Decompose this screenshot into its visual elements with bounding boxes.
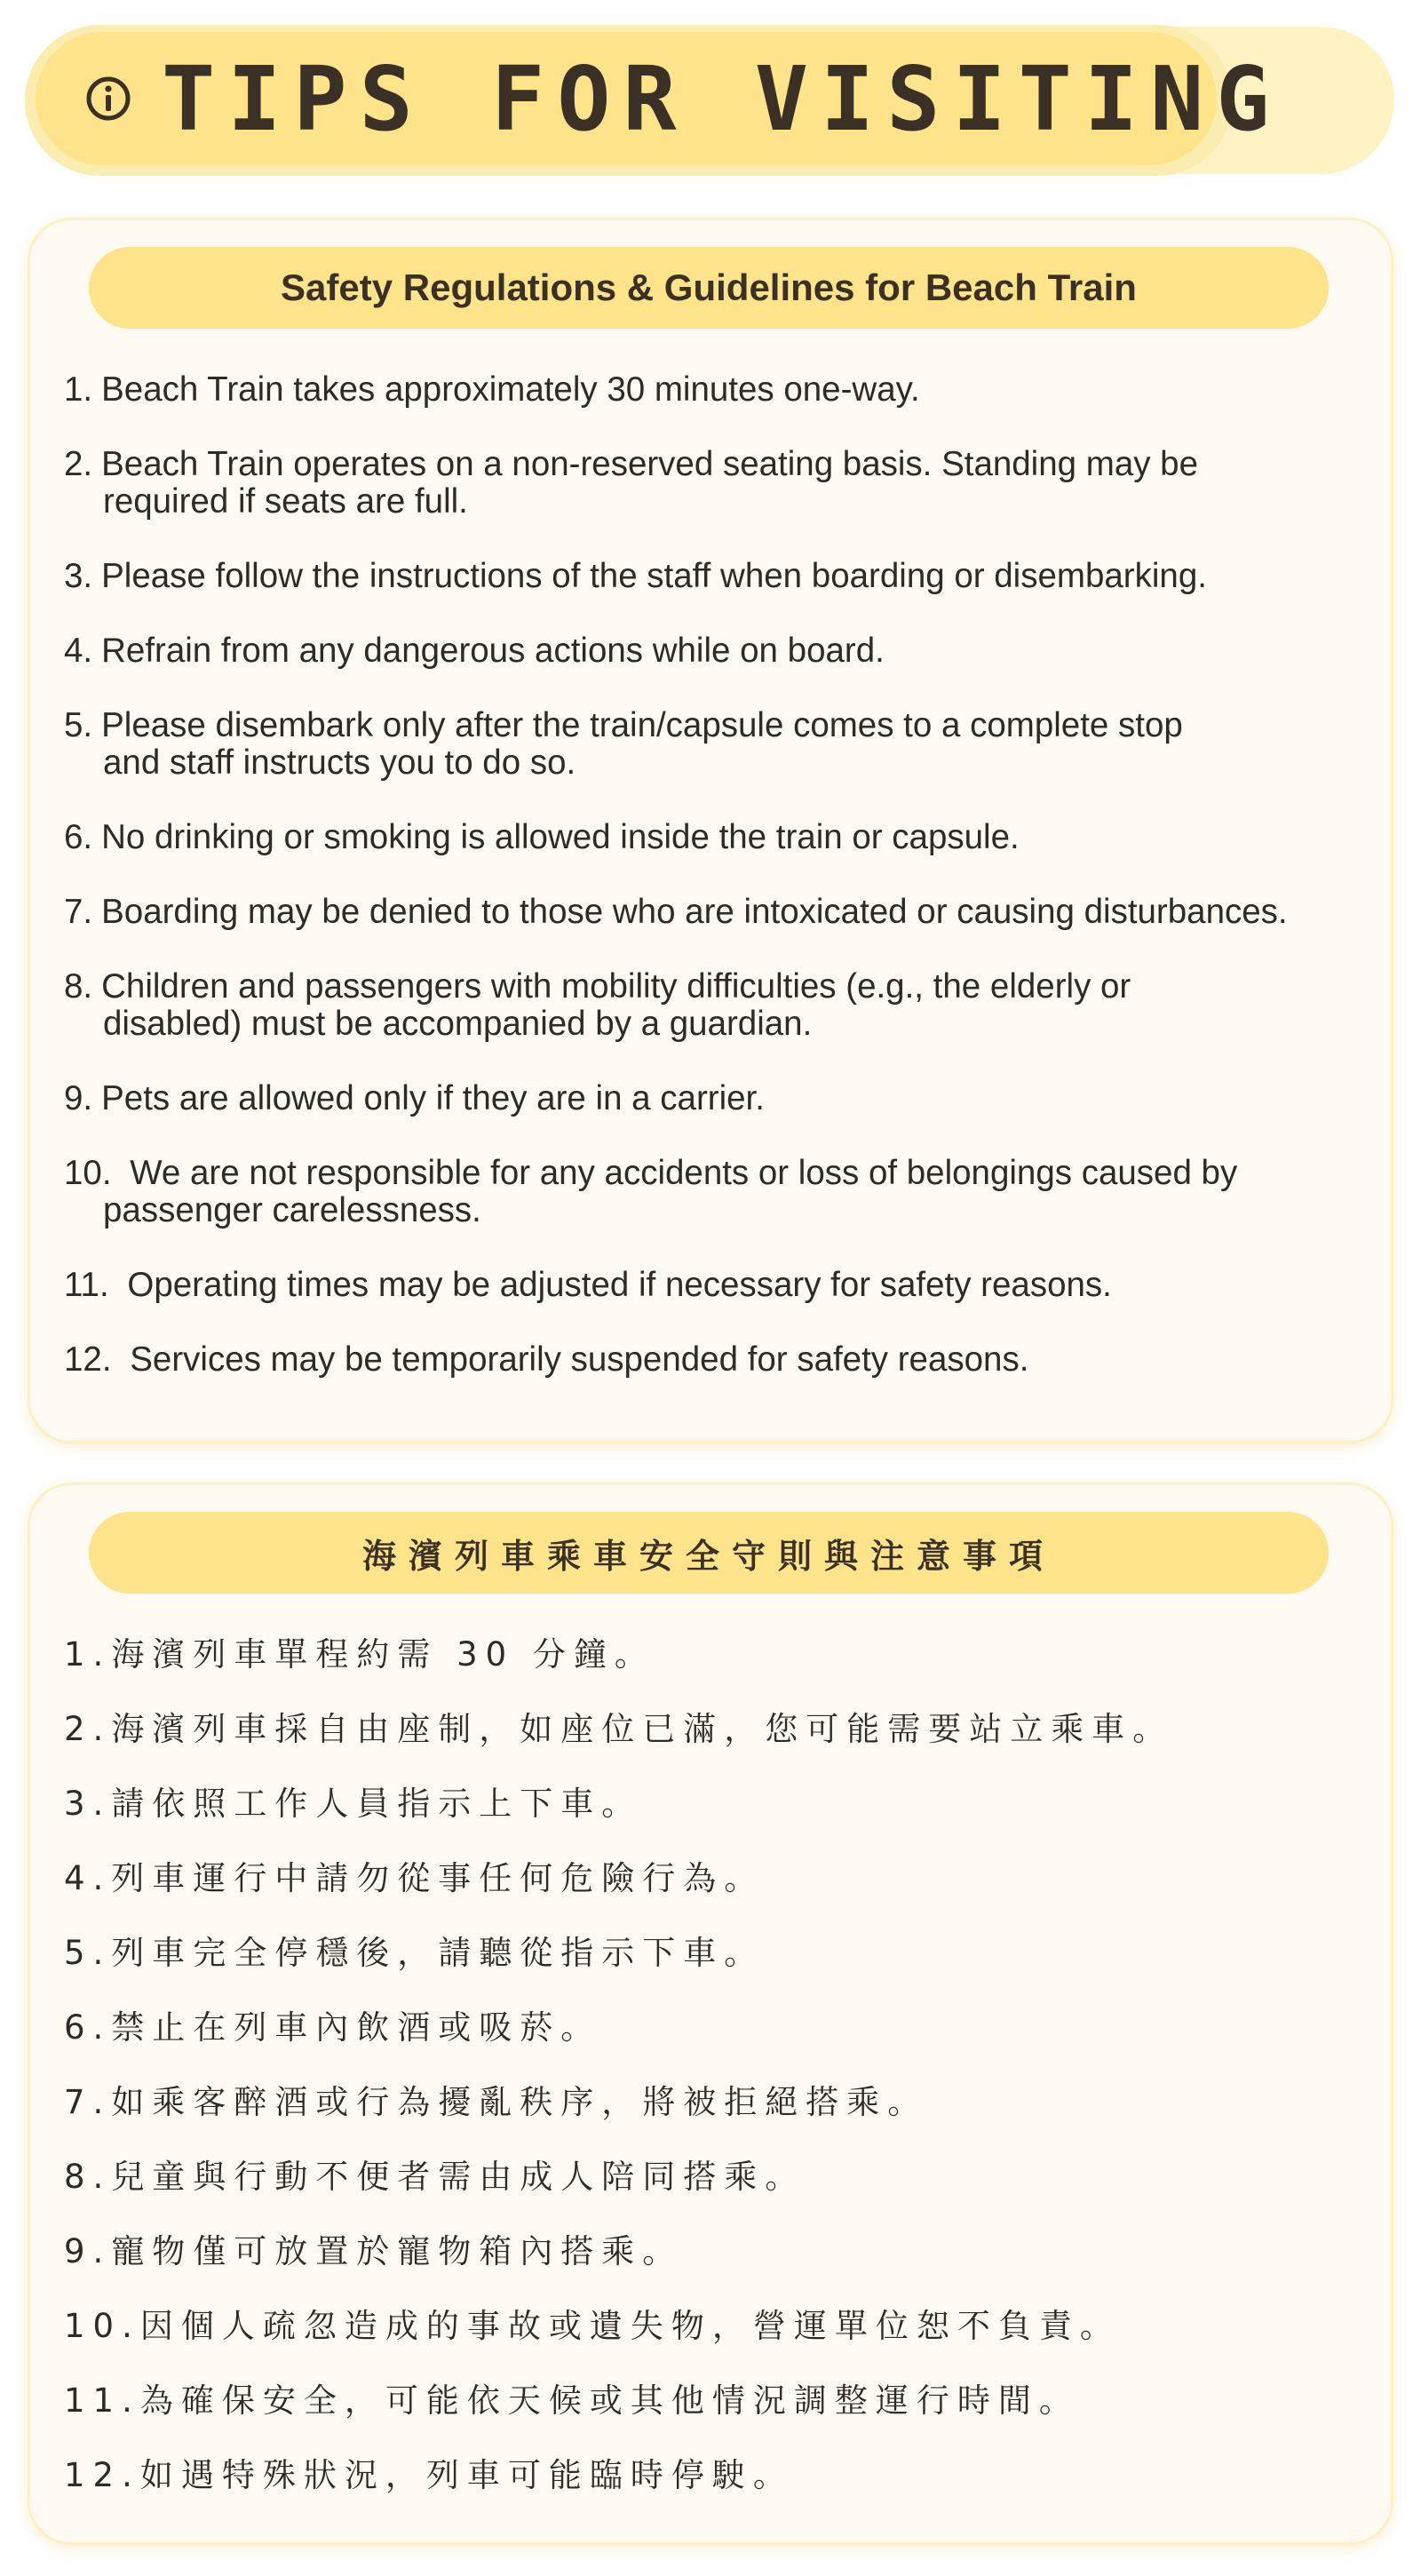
list-item: [64, 1267, 1373, 1304]
list-item: [64, 632, 1373, 670]
rule-text: We are not responsible for any accidents or loss of belongings caused by: [120, 1154, 1238, 1192]
rule-number: 7.: [64, 2083, 112, 2121]
rule-text: Pets are allowed only if they are in a carrier.: [101, 1079, 765, 1117]
chinese-section-heading: 海濱列車乘車安全守則與注意事項: [89, 1512, 1329, 1594]
list-item: [64, 1080, 1373, 1117]
list-item: [64, 1860, 1373, 1897]
rule-text: 如遇特殊狀況，列車可能臨時停駛。: [139, 2456, 794, 2494]
english-rules-list: [64, 371, 1373, 1416]
rule-number: 4.: [64, 632, 93, 670]
rule-number: 1.: [64, 370, 93, 409]
chinese-rules-list: [64, 1636, 1373, 2532]
page-header-banner: [36, 32, 1282, 165]
list-item: [64, 968, 1373, 1043]
rule-text-continued: disabled) must be accompanied by a guardian.: [103, 1005, 813, 1043]
rule-number: 10.: [64, 1154, 112, 1192]
list-item: [64, 2233, 1373, 2270]
list-item: [64, 894, 1373, 931]
rule-text: Refrain from any dangerous actions while on board.: [101, 632, 885, 670]
list-item: [64, 1636, 1373, 1674]
list-item: [64, 2382, 1373, 2420]
rule-number: 9.: [64, 2232, 112, 2270]
rule-text: 寵物僅可放置於寵物箱內搭乘。: [111, 2232, 684, 2270]
list-item: [64, 819, 1373, 856]
list-item: [64, 707, 1373, 782]
rule-text-continued: passenger carelessness.: [103, 1191, 481, 1229]
rule-text: 為確保安全，可能依天候或其他情況調整運行時間。: [139, 2381, 1080, 2420]
rule-number: 6.: [64, 818, 93, 856]
rule-text: Operating times may be adjusted if necessary for safety reasons.: [117, 1266, 1112, 1304]
rule-number: 5.: [64, 706, 93, 744]
list-item: [64, 1935, 1373, 1972]
rule-number: 3.: [64, 557, 93, 595]
rule-text: 列車完全停穩後，請聽從指示下車。: [111, 1934, 766, 1972]
chinese-guidelines-card: [30, 1485, 1391, 2542]
rule-number: 12.: [64, 2456, 140, 2494]
list-item: [64, 2009, 1373, 2047]
list-item: [64, 1155, 1373, 1229]
rule-number: 6.: [64, 2008, 112, 2047]
english-section-heading: Safety Regulations & Guidelines for Beach Train: [89, 247, 1329, 329]
rule-text-continued: and staff instructs you to do so.: [103, 743, 576, 782]
rule-text: Beach Train operates on a non-reserved seating basis. Standing may be: [101, 445, 1199, 483]
rule-text: Services may be temporarily suspended for safety reasons.: [120, 1340, 1029, 1379]
rule-text: 如乘客醉酒或行為擾亂秩序，將被拒絕搭乘。: [111, 2083, 929, 2121]
list-item: [64, 1341, 1373, 1379]
rule-text: Please follow the instructions of the staff when boarding or disembarking.: [101, 557, 1207, 595]
page-title: TIPS FOR VISITING: [162, 46, 1282, 151]
rule-text: 請依照工作人員指示上下車。: [111, 1785, 643, 1823]
list-item: [64, 1711, 1373, 1748]
rule-number: 2.: [64, 1710, 112, 1748]
rule-text: Beach Train takes approximately 30 minutes one-way.: [101, 370, 920, 409]
rule-text: Boarding may be denied to those who are intoxicated or causing disturbances.: [101, 893, 1288, 931]
rule-text: 列車運行中請勿從事任何危險行為。: [111, 1859, 766, 1897]
rule-text-continued: required if seats are full.: [103, 482, 468, 521]
list-item: [64, 1785, 1373, 1823]
rule-number: 5.: [64, 1934, 112, 1972]
list-item: [64, 371, 1373, 409]
rule-text: Children and passengers with mobility difficulties (e.g., the elderly or: [101, 967, 1131, 1006]
rule-text: 因個人疏忽造成的事故或遺失物，營運單位恕不負責。: [139, 2307, 1121, 2345]
rule-number: 11.: [64, 2381, 140, 2420]
rule-text: No drinking or smoking is allowed inside the train or capsule.: [101, 818, 1020, 856]
rule-text: 兒童與行動不便者需由成人陪同搭乘。: [111, 2158, 806, 2196]
list-item: [64, 558, 1373, 595]
rule-text: 海濱列車單程約需 30 分鐘。: [111, 1635, 655, 1674]
rule-text: 海濱列車採自由座制，如座位已滿，您可能需要站立乘車。: [111, 1710, 1174, 1748]
rule-number: 1.: [64, 1635, 112, 1674]
rule-number: 8.: [64, 2158, 112, 2196]
rule-number: 12.: [64, 1340, 112, 1379]
rule-number: 10.: [64, 2307, 140, 2345]
rule-text: Please disembark only after the train/capsule comes to a complete stop: [101, 706, 1183, 744]
rule-number: 3.: [64, 1785, 112, 1823]
list-item: [64, 446, 1373, 521]
rule-number: 11.: [64, 1266, 109, 1304]
english-guidelines-card: [30, 220, 1391, 1441]
rule-text: 禁止在列車內飲酒或吸菸。: [111, 2008, 602, 2047]
rule-number: 4.: [64, 1859, 112, 1897]
info-circle-icon: [85, 76, 131, 122]
list-item: [64, 2308, 1373, 2345]
rule-number: 2.: [64, 445, 93, 483]
rule-number: 7.: [64, 893, 93, 931]
rule-number: 8.: [64, 967, 93, 1006]
list-item: [64, 2159, 1373, 2196]
list-item: [64, 2457, 1373, 2494]
list-item: [64, 2084, 1373, 2121]
rule-number: 9.: [64, 1079, 93, 1117]
